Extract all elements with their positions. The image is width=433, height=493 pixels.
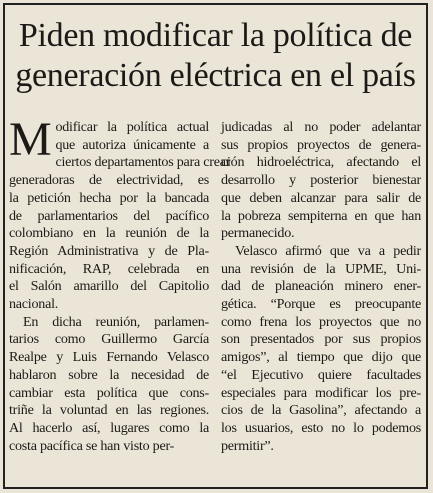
article-text-line: la pobreza sempiterna en que han <box>221 207 421 224</box>
headline-line-1: Piden modificar la política de <box>18 17 413 54</box>
drop-cap: M <box>9 113 52 166</box>
article-text-line: que autoriza únicamente a <box>55 136 209 153</box>
article-text-line: amigos”, al tiempo que dijo que <box>221 349 421 366</box>
article-column-left <box>9 113 231 455</box>
article-text-line: Realpe y Luis Fernando Velasco <box>9 349 209 366</box>
article-text-line: permanecido. <box>221 225 295 242</box>
article-text-line: como frena los proyectos que no <box>221 313 421 330</box>
article-text-line: generadoras de electrividad, es <box>9 172 209 189</box>
article-text-line: permitir”. <box>221 437 274 454</box>
article-text-line: Al hacerlo así, lugares como la <box>9 419 209 436</box>
article-text-line: una revisión de la UPME, Uni- <box>221 260 421 277</box>
article-text-line: ciertos departamentos para crear <box>55 154 231 171</box>
article-text-line: la petición hecha por la bancada <box>9 189 209 206</box>
article-text-line: dad de planeación minero ener- <box>221 278 421 295</box>
article-text-line: odificar la política actual <box>55 119 209 135</box>
article-text-line: los usuarios, esto no lo podemos <box>221 419 421 436</box>
article-headline <box>3 16 428 96</box>
article-text-line: nificación, RAP, celebrada en <box>9 260 209 277</box>
article-text-line: son presentados por sus propios <box>221 331 421 348</box>
article-text-line: el Salón amarillo del Capitolio <box>9 278 209 295</box>
article-text-line: costa pacífica se han visto per- <box>9 437 175 454</box>
right-column-text <box>221 119 421 455</box>
article-text-line: judicadas al no poder adelantar <box>221 119 421 135</box>
article-text-line: tarios como Guillermo García <box>9 331 209 348</box>
article-text-line: hablaron sobre la necesidad de <box>9 366 209 383</box>
article-text-line: cambiar esta política que cons- <box>9 384 209 401</box>
article-text-line: “el Ejecutivo quiere facultades <box>221 366 421 383</box>
article-column-right <box>221 119 421 455</box>
article-text-line: de parlamentarios del pacífico <box>9 207 209 224</box>
article-text-line: sus propios proyectos de genera- <box>221 136 421 153</box>
article-text-line: nacional. <box>9 296 59 313</box>
article-text-line: gética. “Porque es preocupante <box>221 296 421 313</box>
article-text-line: cios de la Gasolina”, afectando a <box>221 402 421 419</box>
left-column-text <box>9 113 231 455</box>
article-text-line: desarrollo y posterior bienestar <box>221 172 421 189</box>
article-text-line: que deben alcanzar para salir de <box>221 189 421 206</box>
article-text-line: triñe la voluntad en las regiones. <box>9 402 209 419</box>
article-text-line: Velasco afirmó que va a pedir <box>235 242 421 259</box>
article-text-line: especiales para modificar los pre- <box>221 384 421 401</box>
article-text-line: ción hidroeléctrica, afectando el <box>221 154 421 171</box>
article-text-line: En dicha reunión, parlamen- <box>23 313 209 330</box>
article-text-line: Región Administrativa y de Pla- <box>9 242 209 259</box>
headline-line-2: generación eléctrica en el país <box>15 57 416 94</box>
article-text-line: colombiano en la reunión de la <box>9 225 209 242</box>
